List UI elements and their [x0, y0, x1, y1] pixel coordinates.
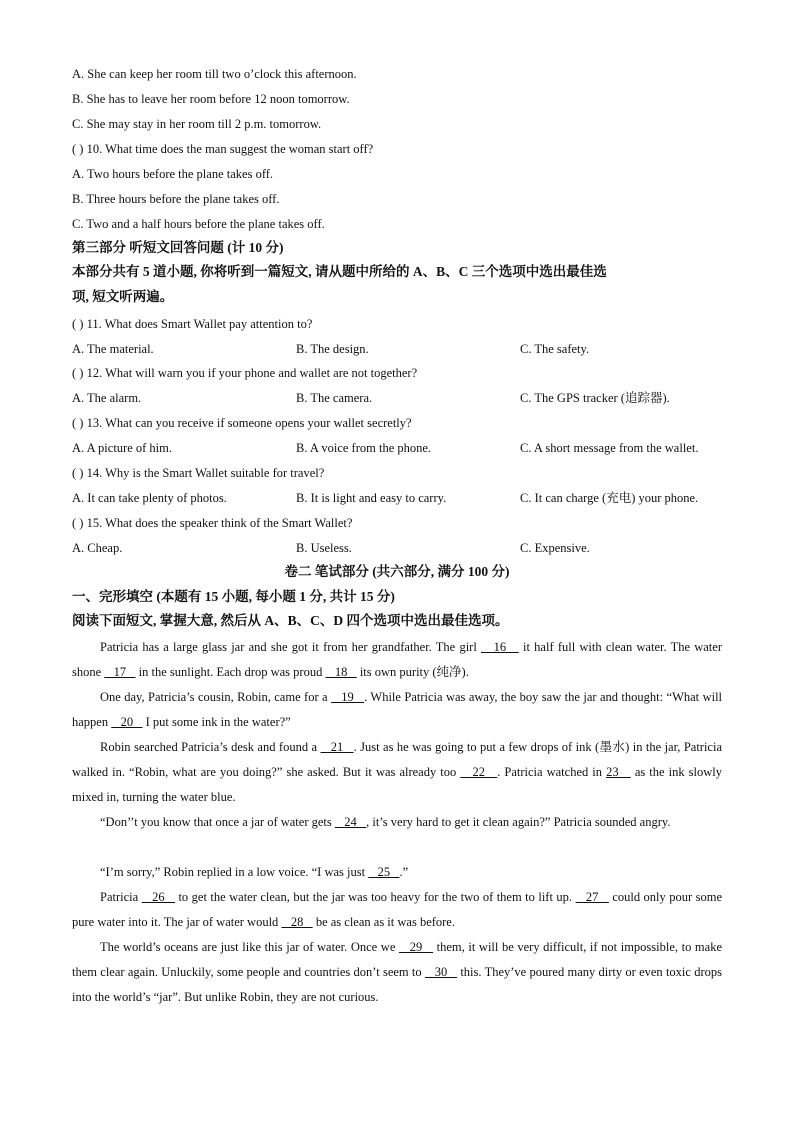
- cloze-blank: 29: [398, 940, 434, 954]
- q13-options: [72, 440, 722, 456]
- passage-text: . While Patricia was away, the boy saw the jar and thought: “What will happen: [72, 690, 723, 729]
- cloze-blank: 16: [481, 640, 519, 654]
- cloze-heading: 一、完形填空 (本题有 15 小题, 每小题 1 分, 共计 15 分): [72, 589, 395, 604]
- q15-option-a: A. Cheap.: [72, 541, 123, 555]
- cloze-instruction: 阅读下面短文, 掌握大意, 然后从 A、B、C、D 四个选项中选出最佳选项。: [72, 613, 509, 628]
- q13-option-a: A. A picture of him.: [72, 441, 172, 455]
- q11-option-a: A. The material.: [72, 342, 154, 356]
- passage-paragraph: [72, 860, 722, 885]
- cloze-blank: 26: [141, 890, 175, 904]
- passage-text: One day, Patricia’s cousin, Robin, came for a: [100, 690, 332, 704]
- q11-option-c: C. The safety.: [520, 342, 590, 356]
- cloze-blank: 19: [331, 690, 365, 704]
- q9-option-a: A. She can keep her room till two o’clock this afternoon.: [72, 67, 357, 81]
- passage-text: I put some ink in the water?”: [142, 715, 291, 729]
- passage-text: “Don’’t you know that once a jar of water gets: [100, 815, 335, 829]
- passage-text: to get the water clean, but the jar was too heavy for the two of them to lift up.: [174, 890, 576, 904]
- passage-text: them, it will be very difficult, if not impossible, to make them clear again. Unluckily, some people and countries don’t seem to: [72, 940, 723, 979]
- q14-option-a: A. It can take plenty of photos.: [72, 491, 227, 505]
- passage-paragraph: [72, 735, 722, 810]
- q12-stem: ( ) 12. What will warn you if your phone and wallet are not together?: [72, 366, 418, 380]
- q13-stem: ( ) 13. What can you receive if someone opens your wallet secretly?: [72, 416, 412, 430]
- q14-stem: ( ) 14. Why is the Smart Wallet suitable for travel?: [72, 466, 325, 480]
- passage-text: as the ink slowly mixed in, turning the water blue.: [72, 765, 723, 804]
- volume2-title: 卷二 笔试部分 (共六部分, 满分 100 分): [284, 564, 510, 579]
- cloze-blank: 23: [606, 765, 631, 779]
- q10-stem: ( ) 10. What time does the man suggest the woman start off?: [72, 142, 374, 156]
- passage-text: “I’m sorry,” Robin replied in a low voice. “I was just: [100, 865, 369, 879]
- cloze-blank: 21: [320, 740, 354, 754]
- passage-text: its own purity (纯净).: [356, 665, 469, 679]
- q12-option-b: B. The camera.: [296, 391, 373, 405]
- passage-text: could only pour some pure water into it. The jar of water would: [72, 890, 723, 929]
- q11-options: [72, 341, 722, 357]
- cloze-blank: 24: [334, 815, 367, 829]
- passage-text: this. They’ve poured many dirty or even toxic drops into the world’s “jar”. But unlike Robin, they are not curious.: [72, 965, 722, 1004]
- passage-paragraph: [72, 685, 722, 735]
- cloze-blank: 18: [325, 665, 357, 679]
- cloze-blank: 30: [424, 965, 458, 979]
- q9-option-b: B. She has to leave her room before 12 noon tomorrow.: [72, 92, 350, 106]
- q15-stem: ( ) 15. What does the speaker think of the Smart Wallet?: [72, 516, 353, 530]
- cloze-blank: 22: [460, 765, 498, 779]
- q14-option-c: C. It can charge (充电) your phone.: [520, 491, 699, 505]
- q14-options: [72, 490, 722, 506]
- q15-option-b: B. Useless.: [296, 541, 352, 555]
- q14-option-b: B. It is light and easy to carry.: [296, 491, 447, 505]
- q15-option-c: C. Expensive.: [520, 541, 590, 555]
- passage-text: . Patricia watched in: [497, 765, 607, 779]
- cloze-blank: 28: [281, 915, 313, 929]
- passage-text: .”: [399, 865, 409, 879]
- q12-options: [72, 390, 722, 406]
- part3-instruction-1: 本部分共有 5 道小题, 你将听到一篇短文, 请从题中所给的 A、B、C 三个选项中选出最佳选: [72, 264, 607, 279]
- passage-text: Patricia has a large glass jar and she got it from her grandfather. The girl: [100, 640, 482, 654]
- passage-text: The world’s oceans are just like this jar of water. Once we: [100, 940, 399, 954]
- cloze-blank: 17: [104, 665, 136, 679]
- q15-options: [72, 540, 722, 556]
- passage-text: be as clean as it was before.: [312, 915, 455, 929]
- q9-option-c: C. She may stay in her room till 2 p.m. tomorrow.: [72, 117, 322, 131]
- passage-text: it half full with clean water. The water shone: [72, 640, 722, 679]
- passage-paragraph: [72, 635, 722, 685]
- q11-option-b: B. The design.: [296, 342, 369, 356]
- passage-text: Robin searched Patricia’s desk and found a: [100, 740, 321, 754]
- passage-text: in the sunlight. Each drop was proud: [135, 665, 326, 679]
- q12-option-a: A. The alarm.: [72, 391, 142, 405]
- q13-option-c: C. A short message from the wallet.: [520, 441, 699, 455]
- cloze-blank: 20: [111, 715, 143, 729]
- q13-option-b: B. A voice from the phone.: [296, 441, 432, 455]
- passage-paragraph: [72, 935, 722, 1010]
- passage-paragraph: [72, 810, 722, 835]
- q10-option-b: B. Three hours before the plane takes off.: [72, 192, 280, 206]
- part3-heading: 第三部分 听短文回答问题 (计 10 分): [72, 240, 284, 255]
- part3-instruction-2: 项, 短文听两遍。: [72, 289, 174, 304]
- q10-option-c: C. Two and a half hours before the plane takes off.: [72, 217, 325, 231]
- passage-text: , it’s very hard to get it clean again?” Patricia sounded angry.: [366, 815, 671, 829]
- passage-text: Patricia: [100, 890, 142, 904]
- cloze-blank: 25: [368, 865, 400, 879]
- passage-paragraph: [72, 885, 722, 935]
- passage-text: . Just as he was going to put a few drops of ink (墨水) in the jar, Patricia walked in. “Robin, what are you doing?” she asked. But it was already too: [72, 740, 723, 779]
- q12-option-c: C. The GPS tracker (追踪器).: [520, 391, 670, 405]
- cloze-blank: 27: [575, 890, 609, 904]
- q11-stem: ( ) 11. What does Smart Wallet pay attention to?: [72, 317, 313, 331]
- q10-option-a: A. Two hours before the plane takes off.: [72, 167, 274, 181]
